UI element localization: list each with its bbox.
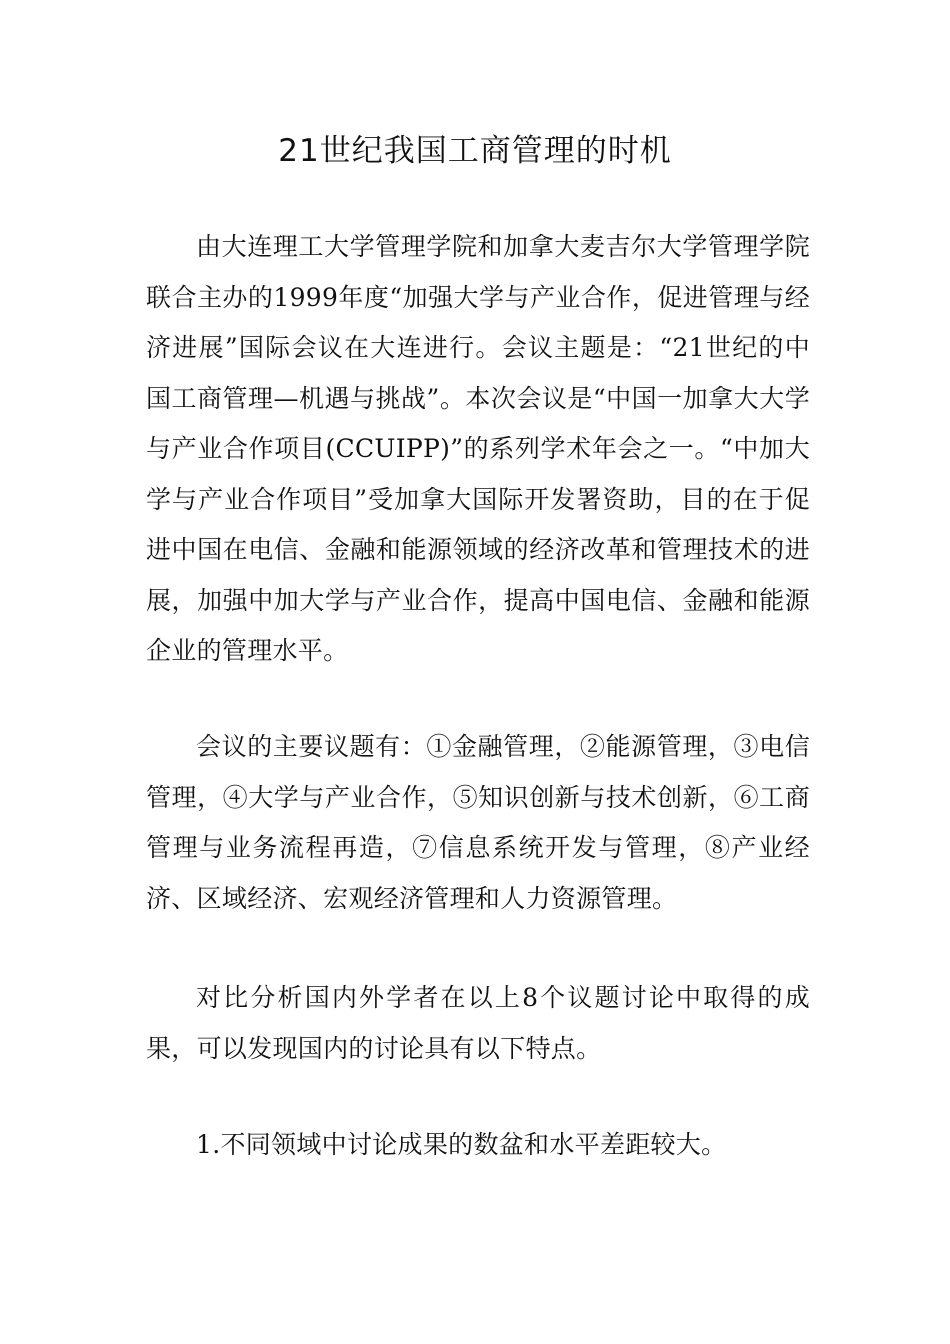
- paragraph-intro: 由大连理工大学管理学院和加拿大麦吉尔大学管理学院联合主办的1999年度“加强大学与产业合作，促进管理与经济进展”国际会议在大连进行。会议主题是：“21世纪的中国工商管理—机遇与挑战”。本次会议是“中国一加拿大大学与产业合作项目(CCUIPP)”的系列学术年会之一。“中加大学与产业合作项目”受加拿大国际开发署资助，目的在于促进中国在电信、金融和能源领域的经济改革和管理技术的进展，加强中加大学与产业合作，提高中国电信、金融和能源企业的管理水平。: [146, 232, 810, 665]
- paragraph-comparison: 对比分析国内外学者在以上8个议题讨论中取得的成果，可以发现国内的讨论具有以下特点。: [146, 983, 810, 1063]
- document-title: 21世纪我国工商管理的时机: [278, 133, 672, 169]
- paragraph-topics: 会议的主要议题有：①金融管理，②能源管理，③电信管理，④大学与产业合作，⑤知识创新与技术创新，⑥工商管理与业务流程再造，⑦信息系统开发与管理，⑧产业经济、区域经济、宏观经济管理和人力资源管理。: [146, 732, 810, 913]
- paragraph-point-1: 1.不同领域中讨论成果的数盆和水平差距较大。: [196, 1130, 727, 1159]
